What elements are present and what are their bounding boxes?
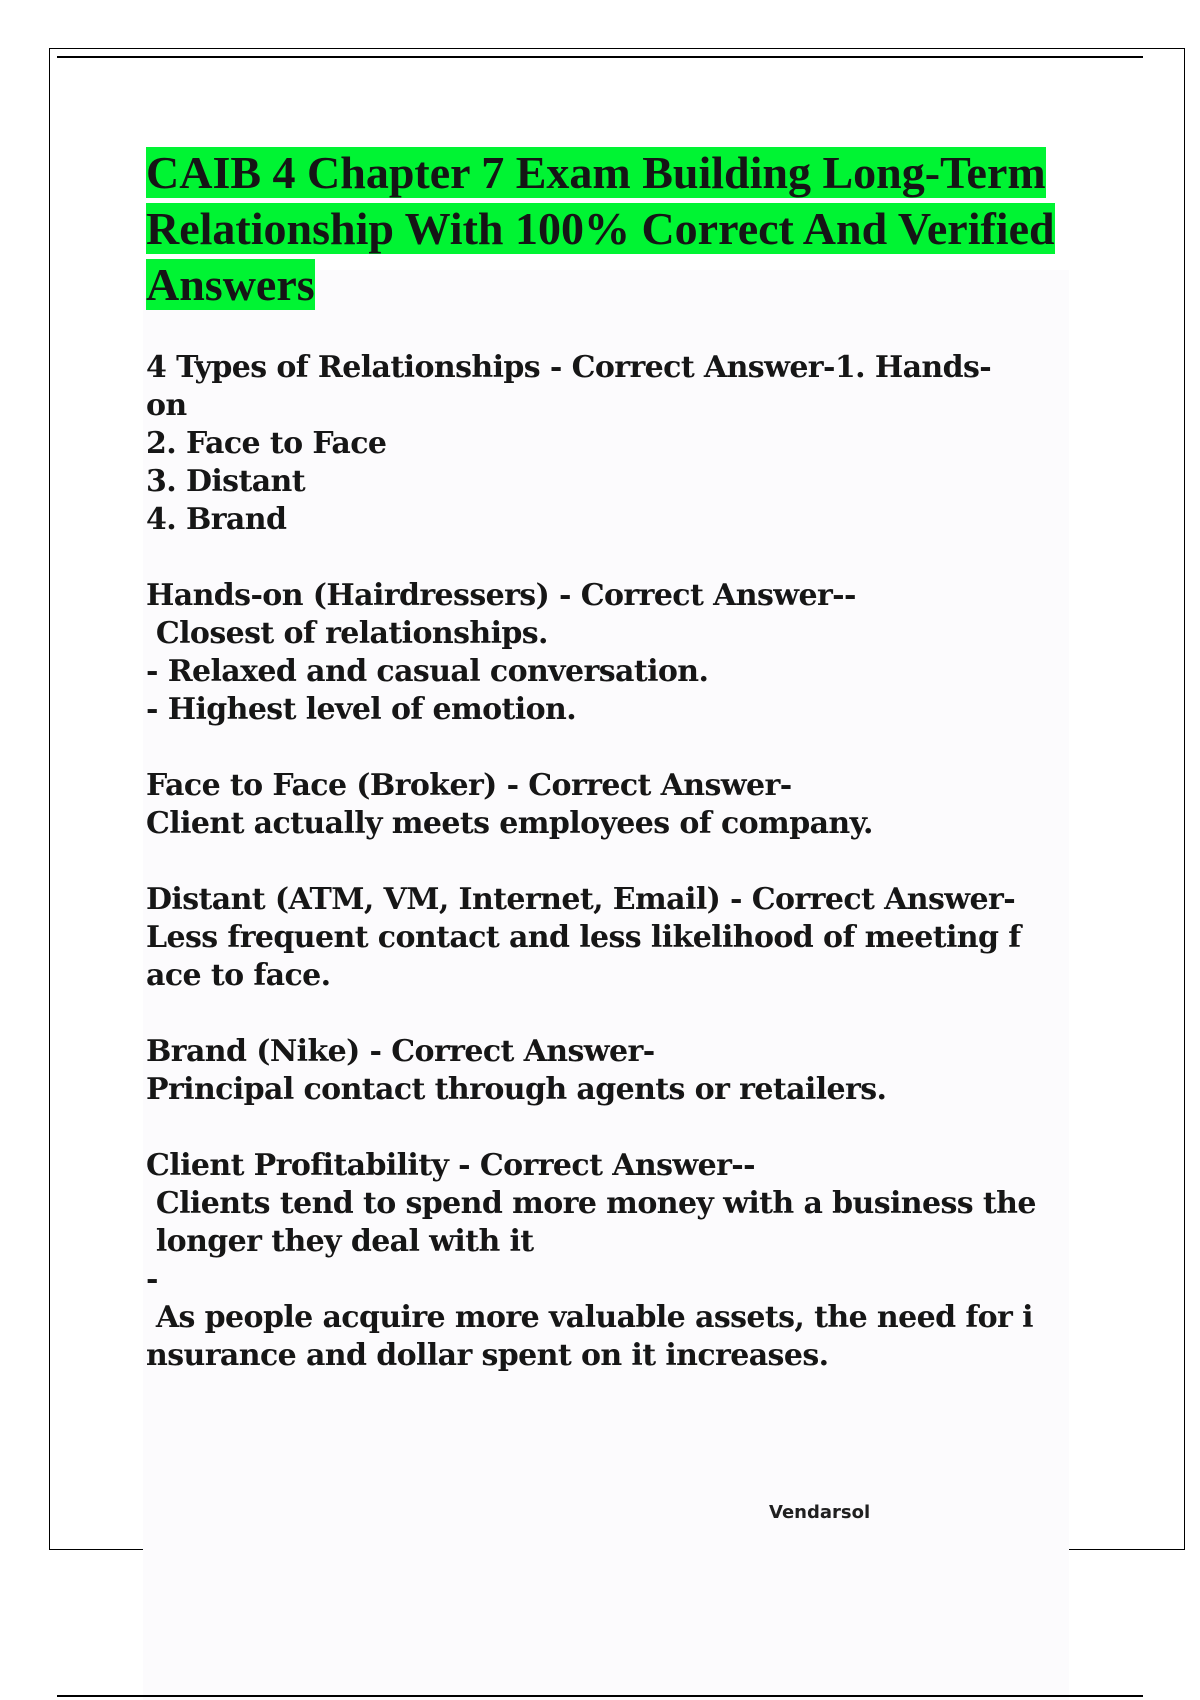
document-title (146, 145, 1076, 313)
qa-list (146, 349, 1096, 1413)
qa-item: Hands-on (Hairdressers) - Correct Answer-- Closest of relationships. - Relaxed and casual conversation. - Highest level of emotion. (146, 578, 856, 727)
qa-item: Face to Face (Broker) - Correct Answer- Client actually meets employees of company. (146, 768, 873, 841)
qa-item: Client Profitability - Correct Answer-- Clients tend to spend more money with a business the longer they deal with it - As people acquire more valuable assets, the need for i nsurance and dollar spent on it increases. (146, 1148, 1036, 1373)
bottom-rule (57, 1695, 1143, 1697)
qa-item: 4 Types of Relationships - Correct Answer-1. Hands- on 2. Face to Face 3. Distant 4. Brand (146, 350, 992, 537)
footer-brand: Vendarsol (769, 1502, 871, 1523)
qa-item: Distant (ATM, VM, Internet, Email) - Correct Answer- Less frequent contact and less likelihood of meeting f ace to face. (146, 882, 1021, 993)
qa-item: Brand (Nike) - Correct Answer- Principal contact through agents or retailers. (146, 1034, 887, 1107)
title-highlight: CAIB 4 Chapter 7 Exam Building Long-Term Relationship With 100% Correct And Verified Answers (146, 147, 1055, 310)
